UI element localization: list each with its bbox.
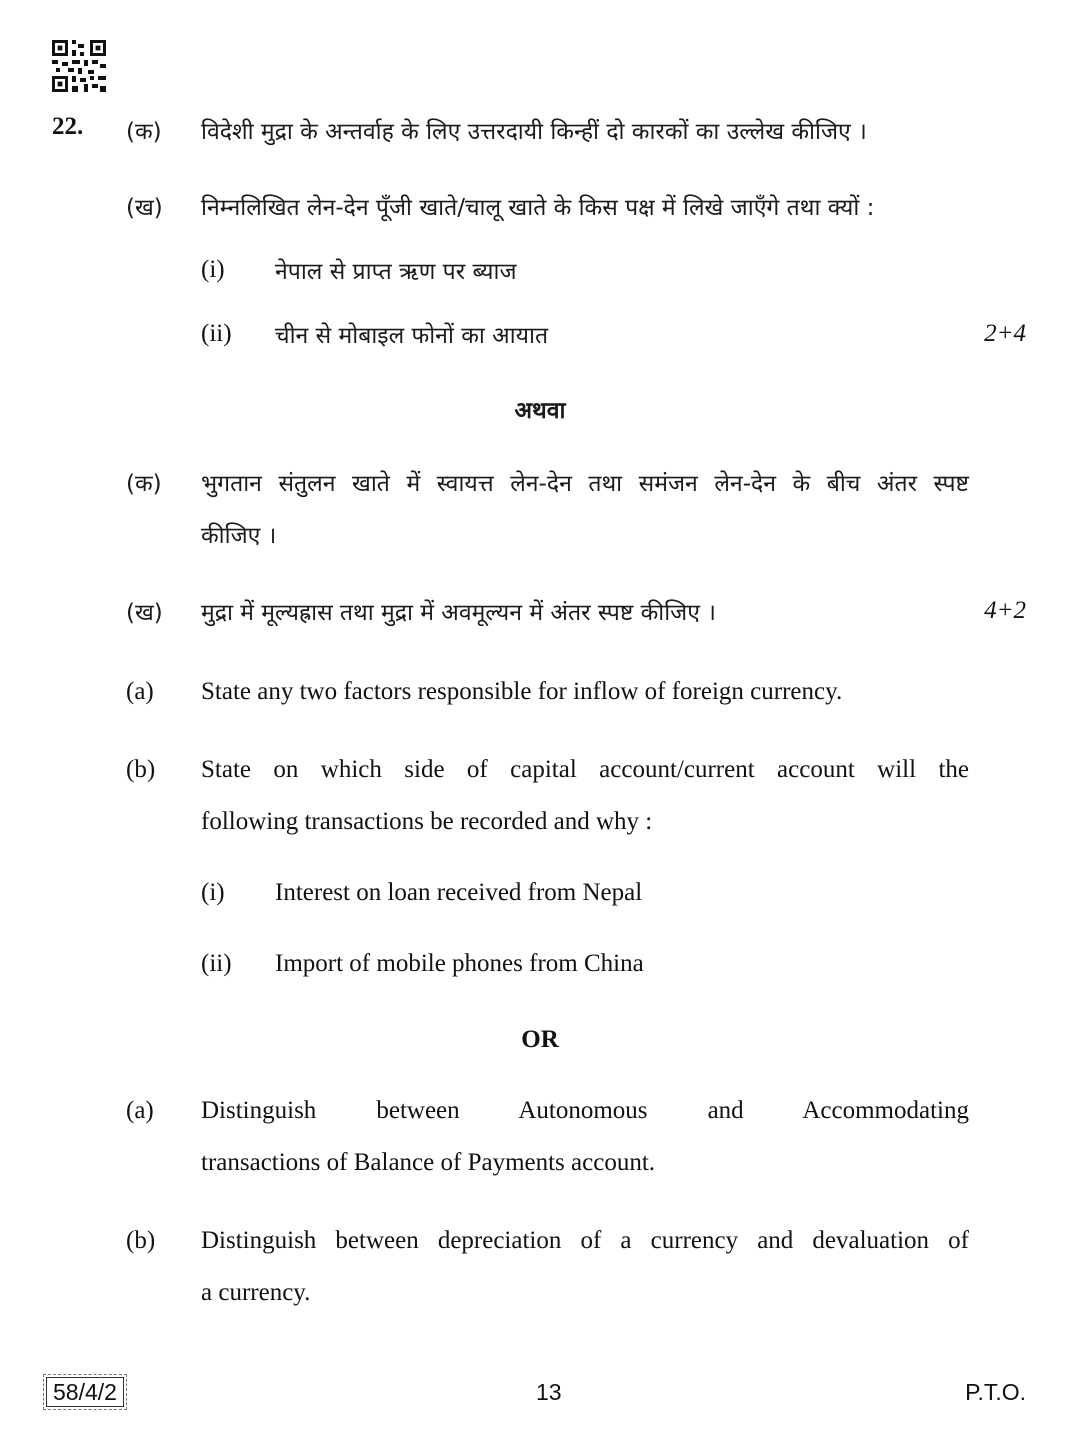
hindi-alt-b-text: मुद्रा में मूल्यह्रास तथा मुद्रा में अवमूल्यन में अंतर स्पष्ट कीजिए । — [201, 600, 716, 626]
english-part-a-label: (a) — [126, 678, 154, 705]
english-part-b-label: (b) — [126, 756, 156, 783]
english-sub-i-label: (i) — [201, 879, 225, 906]
english-alt-a-text-line1: Distinguish between Autonomous and Accommodating — [201, 1097, 969, 1124]
hindi-sub-i-text: नेपाल से प्राप्त ऋण पर ब्याज — [275, 259, 517, 285]
english-part-b-text-line2: following transactions be recorded and why : — [201, 808, 653, 835]
hindi-sub-i-label: (i) — [201, 256, 225, 283]
english-part-b-text-line1: State on which side of capital account/current account will the — [201, 756, 969, 783]
english-sub-ii-text: Import of mobile phones from China — [275, 950, 644, 977]
english-or-divider: OR — [521, 1026, 559, 1053]
english-sub-i-text: Interest on loan received from Nepal — [275, 879, 643, 906]
hindi-alt-a-text-line2: कीजिए । — [201, 523, 277, 549]
marks-hindi-main: 2+4 — [984, 320, 1026, 347]
english-alt-a-text-line2: transactions of Balance of Payments account. — [201, 1149, 656, 1176]
hindi-part-b-text: निम्नलिखित लेन-देन पूँजी खाते/चालू खाते के किस पक्ष में लिखे जाएँगे तथा क्यों : — [201, 195, 875, 221]
hindi-alt-a-label: (क) — [126, 471, 162, 497]
hindi-alt-b-label: (ख) — [126, 600, 163, 626]
pto-label: P.T.O. — [965, 1379, 1026, 1405]
english-part-a-text: State any two factors responsible for inflow of foreign currency. — [201, 678, 843, 705]
english-alt-b-text-line2: a currency. — [201, 1279, 311, 1306]
hindi-sub-ii-label: (ii) — [201, 320, 232, 347]
paper-code: 58/4/2 — [46, 1377, 124, 1407]
qr-code-icon — [52, 40, 106, 92]
hindi-part-b-label: (ख) — [126, 195, 163, 221]
question-number: 22. — [52, 113, 84, 140]
hindi-sub-ii-text: चीन से मोबाइल फोनों का आयात — [275, 323, 549, 349]
hindi-part-a-label: (क) — [126, 119, 162, 145]
hindi-alt-a-text-line1: भुगतान संतुलन खाते में स्वायत्त लेन-देन तथा समंजन लेन-देन के बीच अंतर स्पष्ट — [201, 471, 969, 497]
marks-hindi-alternative: 4+2 — [984, 597, 1026, 624]
english-alt-b-text-line1: Distinguish between depreciation of a currency and devaluation of — [201, 1227, 969, 1254]
page-number: 13 — [536, 1379, 562, 1405]
english-alt-a-label: (a) — [126, 1097, 154, 1124]
english-sub-ii-label: (ii) — [201, 950, 232, 977]
hindi-or-divider: अथवा — [514, 398, 566, 424]
english-alt-b-label: (b) — [126, 1227, 156, 1254]
hindi-part-a-text: विदेशी मुद्रा के अन्तर्वाह के लिए उत्तरदायी किन्हीं दो कारकों का उल्लेख कीजिए । — [201, 119, 867, 145]
